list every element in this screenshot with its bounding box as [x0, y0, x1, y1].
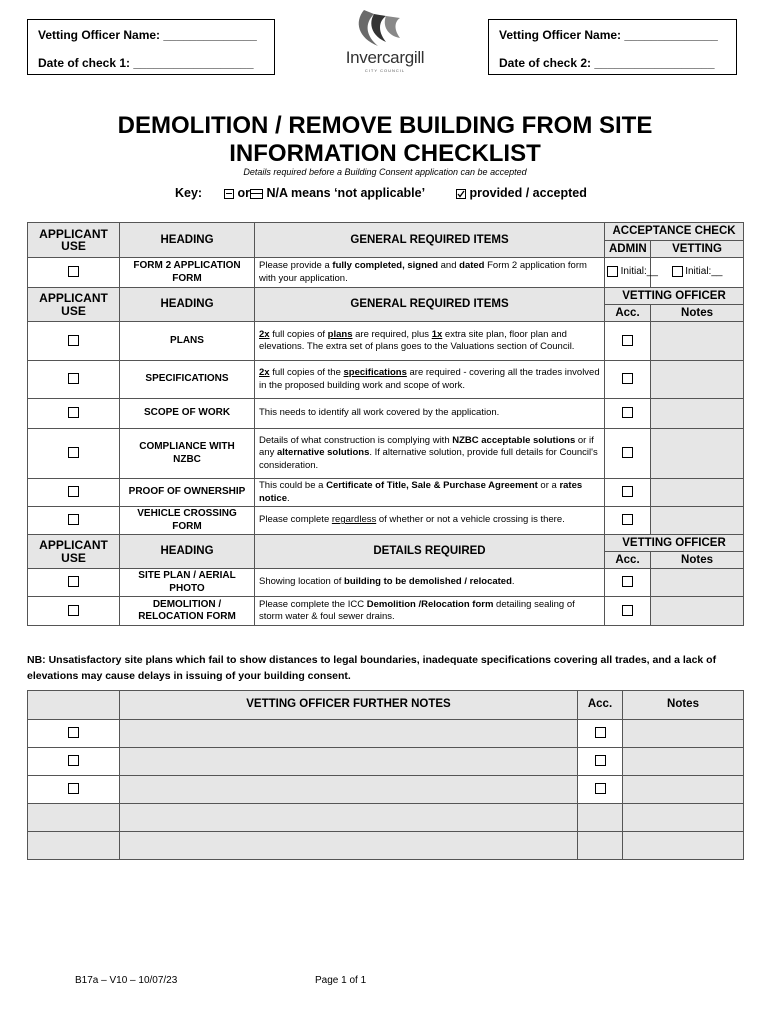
acc-checkbox[interactable]: [622, 514, 633, 525]
further-notes-header: VETTING OFFICER FURTHER NOTES: [120, 691, 578, 720]
comp-notes-cell[interactable]: [651, 429, 744, 479]
applicant-checkbox[interactable]: [68, 335, 79, 346]
spec-applicant-cell: [28, 361, 120, 399]
acc-header-2: Acc.: [605, 552, 651, 569]
demo-heading: DEMOLITION / RELOCATION FORM: [120, 597, 255, 626]
site-heading: SITE PLAN / AERIAL PHOTO: [120, 569, 255, 597]
acc-checkbox[interactable]: [622, 576, 633, 587]
notes-row-1-text[interactable]: [120, 720, 578, 748]
vetting-officer-header-1: VETTING OFFICER: [605, 288, 744, 305]
acc-checkbox[interactable]: [622, 447, 633, 458]
vetting-initial-cell: [651, 258, 744, 288]
heading-header-2: HEADING: [120, 288, 255, 322]
na-box-icon: [224, 189, 234, 199]
plans-heading: PLANS: [120, 322, 255, 361]
notes-row-2-text[interactable]: [120, 748, 578, 776]
page-subtitle: Details required before a Building Consent application can be accepted: [243, 167, 527, 177]
scope-acc-cell: [605, 399, 651, 429]
key-label: Key:: [175, 186, 203, 200]
notes-row-5-acc: [578, 832, 623, 860]
document-reference: B17a – V10 – 10/07/23: [75, 975, 178, 986]
vc-applicant-cell: [28, 507, 120, 535]
form2-heading: FORM 2 APPLICATION FORM: [120, 258, 255, 288]
heading-header-3: HEADING: [120, 535, 255, 569]
scope-applicant-cell: [28, 399, 120, 429]
notes-row-1-check: [28, 720, 120, 748]
notes-row-2-check: [28, 748, 120, 776]
vetting-officer-name-field-1[interactable]: Vetting Officer Name: ______________: [38, 28, 257, 42]
plans-acc-cell: [605, 322, 651, 361]
demo-text: Please complete the ICC Demolition /Relocation form detailing sealing of storm water & foul sewer drains.: [255, 597, 605, 626]
date-of-check-2-field[interactable]: Date of check 2: __________________: [499, 56, 715, 70]
admin-header: ADMIN: [605, 241, 651, 258]
vetting-initial[interactable]: Initial:__: [685, 266, 723, 278]
general-required-header-2: GENERAL REQUIRED ITEMS: [255, 288, 605, 322]
general-required-header-1: GENERAL REQUIRED ITEMS: [255, 223, 605, 258]
vc-notes-cell[interactable]: [651, 507, 744, 535]
notes-header-2: Notes: [651, 552, 744, 569]
vc-text: Please complete regardless of whether or not a vehicle crossing is there.: [255, 507, 605, 535]
notes-row-4-check: [28, 804, 120, 832]
acc-checkbox[interactable]: [622, 605, 633, 616]
vetting-officer-header-2: VETTING OFFICER: [605, 535, 744, 552]
site-text: Showing location of building to be demolished / relocated.: [255, 569, 605, 597]
site-applicant-cell: [28, 569, 120, 597]
key-legend: [224, 186, 425, 200]
demo-applicant-cell: [28, 597, 120, 626]
nb-warning-text: NB: Unsatisfactory site plans which fail to show distances to legal boundaries, inadequate specifications covering all trades, and a lack of elevations may cause delays in issuing of your building consent.: [27, 654, 717, 682]
scope-notes-cell[interactable]: [651, 399, 744, 429]
notes-row-4-text[interactable]: [120, 804, 578, 832]
plans-text: 2x full copies of plans are required, plus 1x extra site plan, floor plan and elevations. The extra set of plans goes to the Valuations section of Council.: [255, 322, 605, 361]
logo-text: Invercargill: [345, 48, 425, 67]
applicant-checkbox[interactable]: [68, 266, 79, 277]
notes-acc-header: Acc.: [578, 691, 623, 720]
demo-acc-cell: [605, 597, 651, 626]
applicant-checkbox[interactable]: [68, 486, 79, 497]
left-header-box: [27, 19, 275, 75]
comp-acc-cell: [605, 429, 651, 479]
spec-notes-cell[interactable]: [651, 361, 744, 399]
vetting-officer-name-field-2[interactable]: Vetting Officer Name: ______________: [499, 28, 718, 42]
notes-row-1-acc: [578, 720, 623, 748]
notes-row-4-notes[interactable]: [623, 804, 744, 832]
comp-heading: COMPLIANCE WITH NZBC: [120, 429, 255, 479]
logo-subtext: CITY COUNCIL: [364, 68, 406, 73]
proof-text: This could be a Certificate of Title, Sale & Purchase Agreement or a rates notice.: [255, 479, 605, 507]
notes-row-3-notes[interactable]: [623, 776, 744, 804]
admin-initial[interactable]: Initial:__: [620, 266, 658, 278]
date-of-check-1-field[interactable]: Date of check 1: __________________: [38, 56, 254, 70]
notes-row-3-acc: [578, 776, 623, 804]
key-provided: [456, 186, 587, 200]
plans-applicant-cell: [28, 322, 120, 361]
proof-heading: PROOF OF OWNERSHIP: [120, 479, 255, 507]
site-acc-cell: [605, 569, 651, 597]
proof-notes-cell[interactable]: [651, 479, 744, 507]
demo-notes-cell[interactable]: [651, 597, 744, 626]
vc-acc-cell: [605, 507, 651, 535]
scope-heading: SCOPE OF WORK: [120, 399, 255, 429]
vetting-header: VETTING: [651, 241, 744, 258]
comp-text: Details of what construction is complying with NZBC acceptable solutions or if any alternative solutions. If alternative solution, provide full details for Council's consideration.: [255, 429, 605, 479]
applicant-use-header-1: APPLICANT USE: [28, 223, 120, 258]
applicant-checkbox[interactable]: [68, 514, 79, 525]
acc-checkbox[interactable]: [622, 407, 633, 418]
form2-text: Please provide a fully completed, signed and dated Form 2 application form with your application.: [255, 258, 605, 288]
further-notes-table: [27, 690, 744, 860]
proof-applicant-cell: [28, 479, 120, 507]
acc-checkbox[interactable]: [595, 727, 606, 738]
notes-checkbox[interactable]: [68, 727, 79, 738]
site-notes-cell[interactable]: [651, 569, 744, 597]
spec-acc-cell: [605, 361, 651, 399]
acc-checkbox[interactable]: [622, 486, 633, 497]
plans-notes-cell[interactable]: [651, 322, 744, 361]
notes-row-3-check: [28, 776, 120, 804]
acc-checkbox[interactable]: [595, 755, 606, 766]
details-required-header: DETAILS REQUIRED: [255, 535, 605, 569]
notes-row-5-notes[interactable]: [623, 832, 744, 860]
applicant-checkbox[interactable]: [68, 373, 79, 384]
notes-row-5-check: [28, 832, 120, 860]
heading-header-1: HEADING: [120, 223, 255, 258]
acceptance-check-header: ACCEPTANCE CHECK: [605, 223, 744, 241]
key-na-text: N/A means ‘not applicable’: [266, 186, 426, 200]
notes-notes-header: Notes: [623, 691, 744, 720]
right-header-box: [488, 19, 737, 75]
applicant-checkbox[interactable]: [68, 447, 79, 458]
page-number: Page 1 of 1: [315, 975, 367, 986]
notes-checkbox[interactable]: [68, 783, 79, 794]
applicant-use-header-2: APPLICANT USE: [28, 288, 120, 322]
acc-checkbox[interactable]: [595, 783, 606, 794]
applicant-checkbox[interactable]: [68, 576, 79, 587]
notes-row-4-acc: [578, 804, 623, 832]
notes-header-1: Notes: [651, 305, 744, 322]
spec-heading: SPECIFICATIONS: [120, 361, 255, 399]
key-provided-text: provided / accepted: [469, 186, 587, 200]
form2-applicant-cell: [28, 258, 120, 288]
page-title-line-1: DEMOLITION / REMOVE BUILDING FROM SITE: [117, 112, 653, 139]
applicant-checkbox[interactable]: [68, 605, 79, 616]
acc-checkbox[interactable]: [622, 335, 633, 346]
checklist-table: [27, 222, 744, 626]
notes-row-3-text[interactable]: [120, 776, 578, 804]
notes-row-2-notes[interactable]: [623, 748, 744, 776]
admin-checkbox[interactable]: [607, 266, 618, 277]
notes-row-1-notes[interactable]: [623, 720, 744, 748]
vc-heading: VEHICLE CROSSING FORM: [120, 507, 255, 535]
vetting-checkbox[interactable]: [672, 266, 683, 277]
page-title-line-2: INFORMATION CHECKLIST: [229, 140, 541, 167]
acc-checkbox[interactable]: [622, 373, 633, 384]
key-or: or: [237, 186, 250, 200]
invercargill-logo: [330, 8, 440, 74]
notes-corner-cell: [28, 691, 120, 720]
crossed-box-icon: [250, 189, 263, 199]
applicant-use-header-3: APPLICANT USE: [28, 535, 120, 569]
proof-acc-cell: [605, 479, 651, 507]
acc-header-1: Acc.: [605, 305, 651, 322]
admin-initial-cell: [605, 258, 658, 288]
spec-text: 2x full copies of the specifications are required - covering all the trades involved in the proposed building work and scope of work.: [255, 361, 605, 399]
notes-checkbox[interactable]: [68, 755, 79, 766]
comp-applicant-cell: [28, 429, 120, 479]
scope-text: This needs to identify all work covered by the application.: [255, 399, 605, 429]
notes-row-2-acc: [578, 748, 623, 776]
applicant-checkbox[interactable]: [68, 407, 79, 418]
notes-row-5-text[interactable]: [120, 832, 578, 860]
checked-box-icon: [456, 189, 466, 199]
